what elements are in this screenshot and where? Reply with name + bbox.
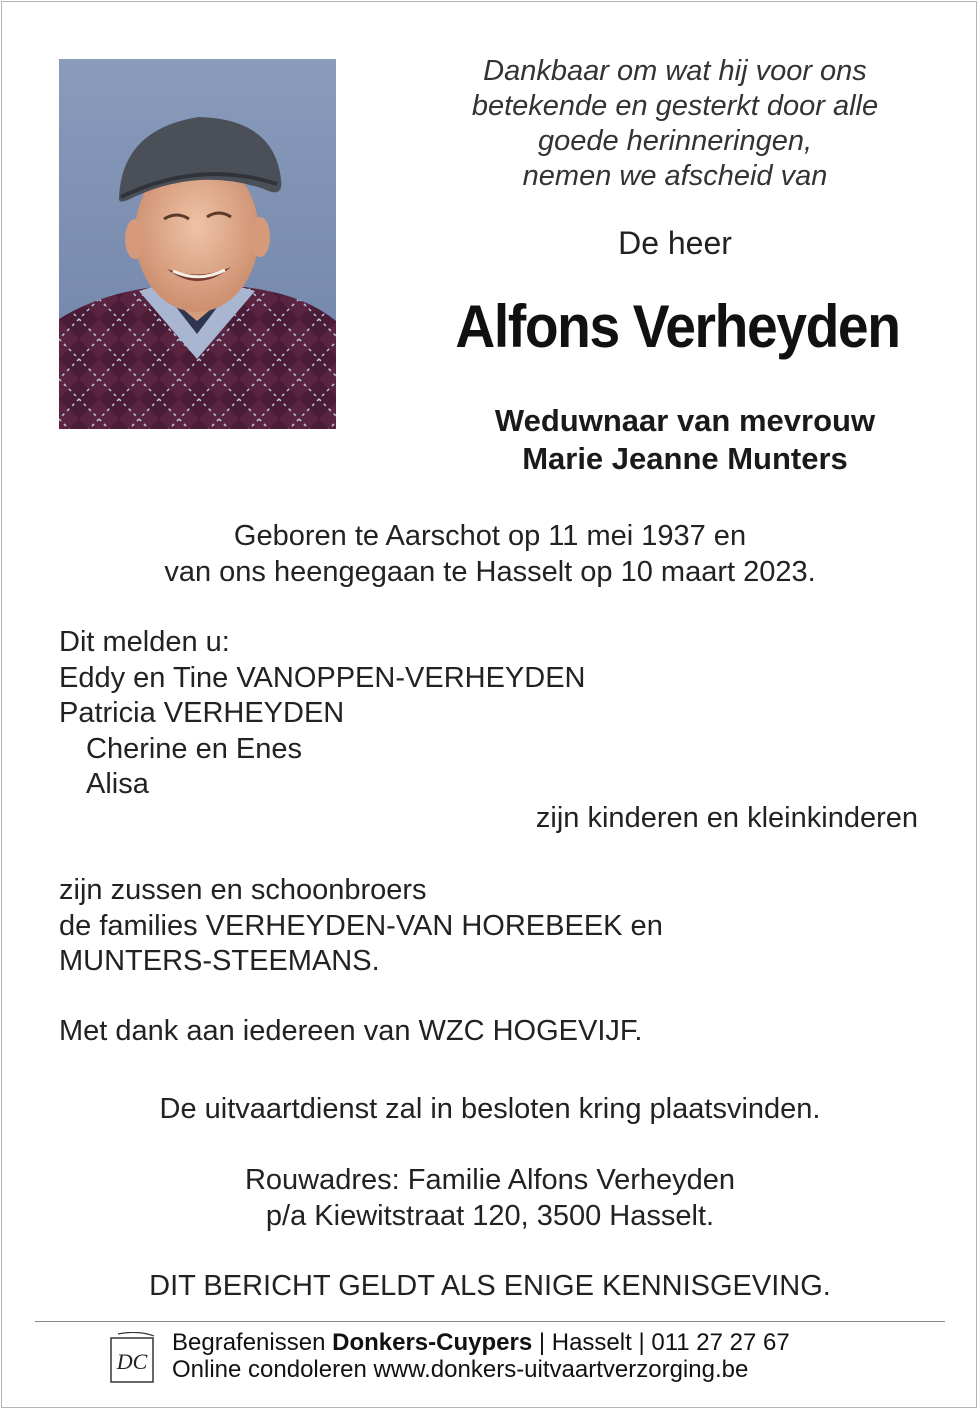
family-line: zijn zussen en schoonbroers <box>59 874 427 906</box>
grandchild-line: Alisa <box>86 768 149 800</box>
address-line: p/a Kiewitstraat 120, 3500 Hasselt. <box>265 1199 715 1232</box>
footer-line-2: Online condoleren www.donkers-uitvaartverzorging.be <box>172 1356 749 1383</box>
footer-phone: 011 27 27 67 <box>651 1329 790 1356</box>
footer-divider <box>35 1321 945 1322</box>
intro-text <box>420 54 930 194</box>
address-line: Rouwadres: Familie Alfons Verheyden <box>244 1164 736 1196</box>
family-line: de families VERHEYDEN-VAN HOREBEEK en <box>59 909 663 942</box>
family-line: MUNTERS-STEEMANS. <box>59 945 380 977</box>
intro-line: betekende en gesterkt door alle <box>471 90 879 122</box>
intro-line: nemen we afscheid van <box>522 160 828 192</box>
title-prefix: De heer <box>618 225 732 261</box>
intro-line: goede herinneringen, <box>537 125 813 157</box>
announcer-line: Eddy en Tine VANOPPEN-VERHEYDEN <box>59 661 586 694</box>
footer-prefix: Begrafenissen <box>172 1329 333 1356</box>
birth-line: Geboren te Aarschot op 11 mei 1937 en <box>233 520 747 552</box>
footer-line-1 <box>172 1329 790 1356</box>
deceased-name: Alfons Verheyden <box>455 293 900 360</box>
widow-line: Marie Jeanne Munters <box>522 441 848 476</box>
widow-line: Weduwnaar van mevrouw <box>494 403 876 438</box>
announcers-heading: Dit melden u: <box>59 626 230 658</box>
address-block <box>0 1163 980 1234</box>
announcer-line: Patricia VERHEYDEN <box>59 697 345 729</box>
relation-line: zijn kinderen en kleinkinderen <box>535 802 918 834</box>
funeral-line: De uitvaartdienst zal in besloten kring plaatsvinden. <box>159 1093 821 1125</box>
announcers-block <box>59 625 586 803</box>
footer-text <box>172 1329 790 1383</box>
portrait-photo <box>59 59 336 429</box>
logo-lettering: DC <box>116 1349 148 1374</box>
birth-death-text <box>0 519 980 590</box>
thanks-line: Met dank aan iedereen van WZC HOGEVIJF. <box>59 1015 643 1047</box>
footer-city: | Hasselt | <box>532 1329 652 1356</box>
footer-company: Donkers-Cuypers <box>332 1329 533 1356</box>
widow-text <box>420 402 950 478</box>
funeral-home-logo <box>108 1332 156 1384</box>
death-line: van ons heengegaan te Hasselt op 10 maart 2023. <box>164 555 816 588</box>
family-block <box>59 873 663 980</box>
intro-line: Dankbaar om wat hij voor ons <box>483 55 867 87</box>
notice-line: DIT BERICHT GELDT ALS ENIGE KENNISGEVING. <box>149 1270 831 1302</box>
grandchild-line: Cherine en Enes <box>86 732 303 765</box>
